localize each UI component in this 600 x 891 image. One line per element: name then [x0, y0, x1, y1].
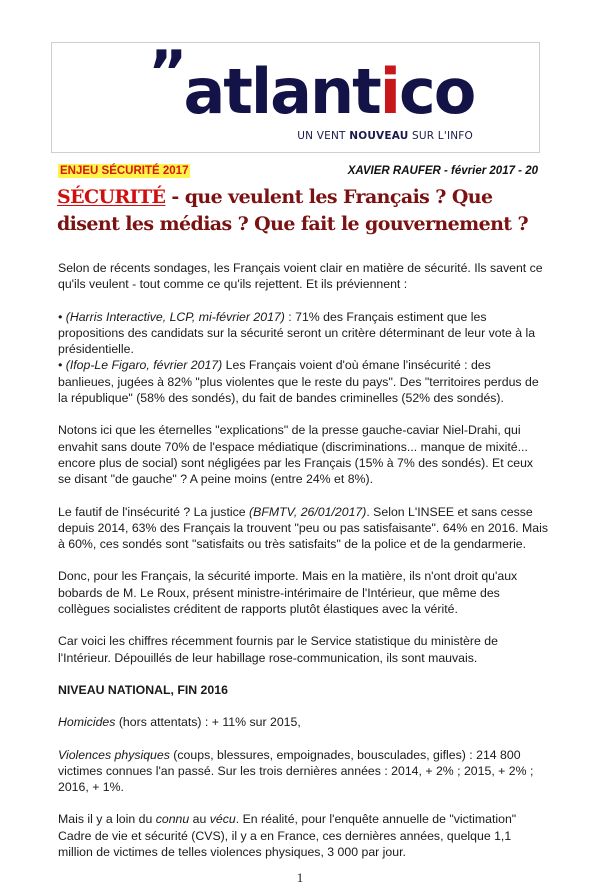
atlantico-logo [148, 38, 475, 128]
fautif-source: (BFMTV, 26/01/2017) [249, 504, 367, 519]
mais-start: Mais il y a loin du [58, 812, 156, 827]
paragraph-donc: Donc, pour les Français, la sécurité importe. Mais en la matière, ils n'ont droit qu'aux bobards de M. Le Roux, présent ministre-intérimaire de l'Intérieur, que même des collègues socialistes créditent de rapports plutôt élastiques avec la vérité. [58, 569, 518, 617]
bullet-ifop-source: • (Ifop-Le Figaro, février 2017) [58, 358, 223, 373]
page-number: 1 [296, 870, 304, 886]
paragraph-bullet-harris [58, 309, 548, 358]
paragraph-violences [58, 747, 548, 796]
article-meta-row [58, 164, 538, 178]
logo-word-highlight: i [379, 55, 400, 128]
logo-word-start: atlant [183, 55, 380, 128]
bullet-harris-source: • (Harris Interactive, LCP, mi-février 2017) [58, 309, 285, 324]
bullet-ifop-text: Les Français voient d'où émane l'insécurité : des banlieues, jugées à 82% "plus violentes que le reste du pays". Des "territoires perdus de la république" (58% des sondés), du fait de bandes criminelles (52% des sondés). [58, 358, 539, 406]
bullet-harris-text: : 71% des Français estiment que les propositions des candidats sur la sécurité seront un critère déterminant de leur vote à la présidentielle. [58, 309, 536, 357]
tagline-start: UN VENT [297, 130, 350, 142]
section-title: NIVEAU NATIONAL, FIN 2016 [58, 682, 228, 697]
article-headline [57, 184, 560, 238]
logo-wordmark [183, 55, 475, 128]
mais-mid: au [189, 812, 210, 827]
homicides-text: (hors attentats) : + 11% sur 2015, [115, 715, 301, 730]
paragraph-bullet-ifop [58, 357, 548, 406]
paragraph-car: Car voici les chiffres récemment fournis par le Service statistique du ministère de l'Intérieur. Dépouillés de leur habillage rose-communication, ils sont mauvais. [58, 634, 498, 665]
headline-rest: - que veulent les Français ? Que disent les médias ? Que fait le gouvernement ? [57, 186, 529, 235]
logo-tagline [297, 130, 473, 142]
tagline-end: SUR L'INFO [408, 130, 473, 142]
paragraph-mais [58, 811, 548, 860]
byline: XAVIER RAUFER - février 2017 - 20 [347, 165, 538, 177]
paragraph-notons: Notons ici que les éternelles "explications" de la presse gauche-caviar Niel-Drahi, qui envahit sans doute 70% de l'espace médiatique (discriminations... manque de mixité... encore plus de social) sont négligées par les Français (15% à 7% des sondés). Et ceux se disant "de gauche" ? A peine moins (entre 24% et 8%). [58, 423, 534, 487]
violences-text: (coups, blessures, empoignades, bousculades, gifles) : 214 800 victimes connues l'an passé. Sur les trois dernières années : 2014, + 2% ; 2015, + 2% ; 2016, + 1%. [58, 747, 534, 795]
tagline-bold: NOUVEAU [349, 130, 409, 142]
paragraph-homicides [58, 714, 548, 730]
logo-box [51, 38, 540, 153]
homicides-label: Homicides [58, 715, 116, 730]
headline-keyword: SÉCURITÉ [57, 186, 166, 208]
logo-word-end: co [399, 55, 475, 128]
violences-label: Violences physiques [58, 747, 170, 762]
paragraph-intro: Selon de récents sondages, les Français voient clair en matière de sécurité. Ils savent ce qu'ils veulent - tout comme ce qu'ils rejettent. Et ils préviennent : [58, 261, 543, 292]
logo-quote-mark: ” [148, 38, 188, 108]
mais-connu: connu [155, 812, 190, 827]
paragraph-fautif [58, 504, 548, 553]
fautif-start: Le fautif de l'insécurité ? La justice [58, 504, 250, 519]
mais-end: . En réalité, pour l'enquête annuelle de "victimation" Cadre de vie et sécurité (CVS), il y a en France, ces dernières années, quelque 1,1 million de victimes de telles violences physiques, 3 000 par jour. [58, 812, 517, 860]
article-body [58, 260, 548, 860]
topic-tag: ENJEU SÉCURITÉ 2017 [60, 165, 189, 177]
fautif-end: . Selon L'INSEE et sans cesse depuis 2014, 63% des Français la trouvent "peu ou pas satisfaisante". 64% en 2016. Mais à 60%, ces sondés sont "satisfaits ou très satisfaits" de la police et de la gendarmerie. [58, 504, 548, 552]
mais-vecu: vécu [209, 812, 236, 827]
